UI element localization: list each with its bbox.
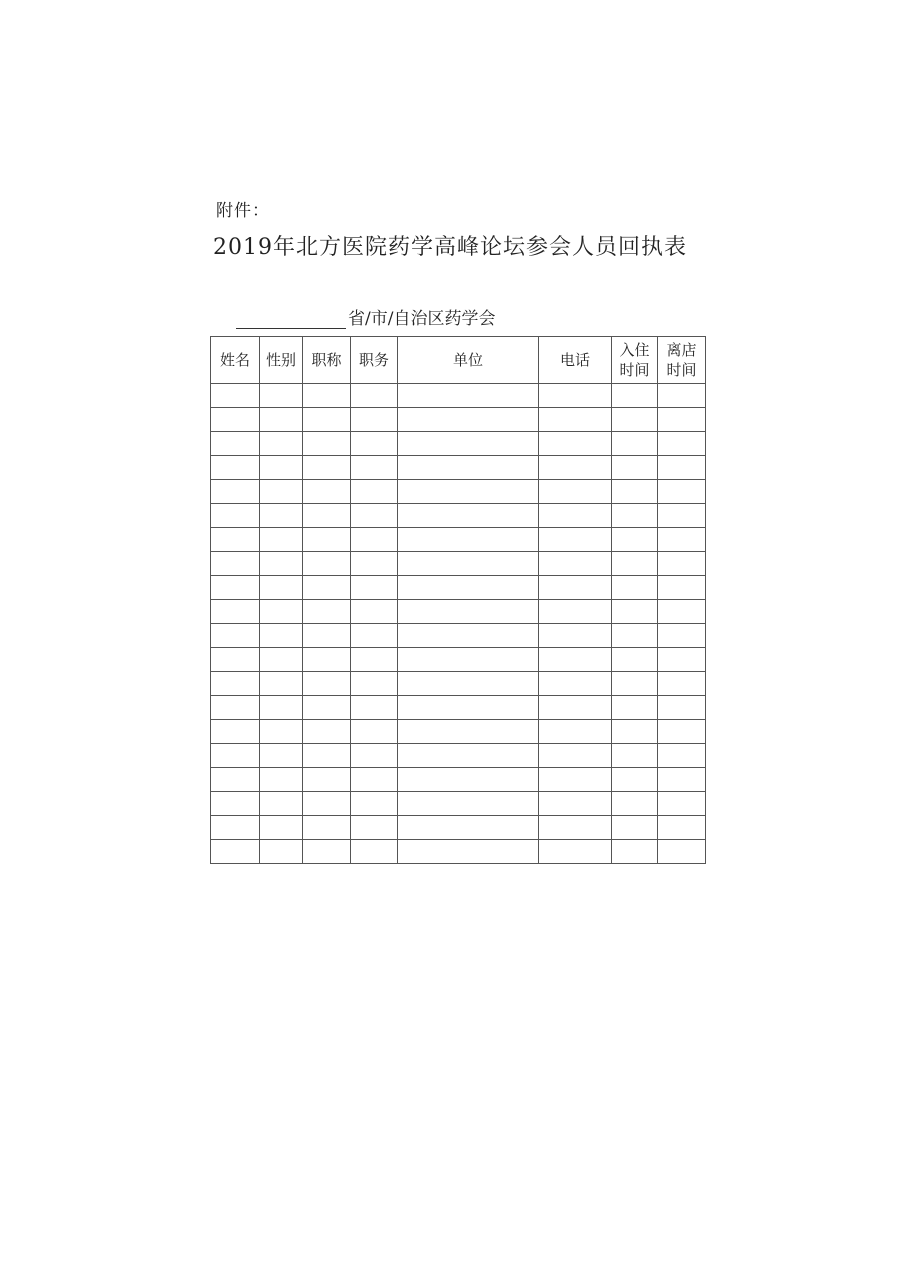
cell-gender[interactable] — [260, 552, 303, 576]
cell-unit[interactable] — [398, 480, 539, 504]
cell-title[interactable] — [303, 528, 351, 552]
cell-gender[interactable] — [260, 624, 303, 648]
cell-checkin[interactable] — [612, 696, 658, 720]
cell-gender[interactable] — [260, 816, 303, 840]
cell-phone[interactable] — [539, 768, 612, 792]
cell-gender[interactable] — [260, 504, 303, 528]
cell-phone[interactable] — [539, 408, 612, 432]
table-row — [211, 792, 706, 816]
cell-phone[interactable] — [539, 744, 612, 768]
cell-checkin[interactable] — [612, 384, 658, 408]
table-row — [211, 480, 706, 504]
cell-checkin[interactable] — [612, 408, 658, 432]
cell-checkout[interactable] — [658, 408, 706, 432]
cell-checkout[interactable] — [658, 624, 706, 648]
cell-checkin[interactable] — [612, 528, 658, 552]
cell-phone[interactable] — [539, 600, 612, 624]
registration-table — [210, 336, 706, 864]
cell-unit[interactable] — [398, 576, 539, 600]
cell-phone[interactable] — [539, 720, 612, 744]
cell-unit[interactable] — [398, 672, 539, 696]
cell-checkin[interactable] — [612, 792, 658, 816]
society-suffix: 省/市/自治区药学会 — [348, 309, 496, 329]
cell-unit[interactable] — [398, 744, 539, 768]
cell-unit[interactable] — [398, 696, 539, 720]
cell-gender[interactable] — [260, 408, 303, 432]
col-header-checkin: 入住 时间 — [612, 337, 658, 384]
cell-title[interactable] — [303, 696, 351, 720]
table-row — [211, 504, 706, 528]
cell-checkout[interactable] — [658, 672, 706, 696]
cell-name[interactable] — [211, 408, 260, 432]
cell-title[interactable] — [303, 432, 351, 456]
cell-checkin[interactable] — [612, 744, 658, 768]
cell-position[interactable] — [351, 648, 398, 672]
cell-checkin[interactable] — [612, 648, 658, 672]
table-row — [211, 552, 706, 576]
cell-phone[interactable] — [539, 672, 612, 696]
cell-unit[interactable] — [398, 552, 539, 576]
cell-phone[interactable] — [539, 504, 612, 528]
cell-title[interactable] — [303, 384, 351, 408]
col-header-position: 职务 — [351, 337, 398, 384]
cell-checkin[interactable] — [612, 600, 658, 624]
cell-unit[interactable] — [398, 432, 539, 456]
cell-name[interactable] — [211, 816, 260, 840]
cell-gender[interactable] — [260, 600, 303, 624]
cell-gender[interactable] — [260, 672, 303, 696]
cell-title[interactable] — [303, 720, 351, 744]
cell-checkout[interactable] — [658, 792, 706, 816]
cell-position[interactable] — [351, 792, 398, 816]
cell-checkin[interactable] — [612, 504, 658, 528]
cell-title[interactable] — [303, 672, 351, 696]
col-header-phone: 电话 — [539, 337, 612, 384]
cell-unit[interactable] — [398, 768, 539, 792]
cell-checkout[interactable] — [658, 480, 706, 504]
col-header-title: 职称 — [303, 337, 351, 384]
cell-checkin[interactable] — [612, 552, 658, 576]
cell-position[interactable] — [351, 456, 398, 480]
cell-checkout[interactable] — [658, 456, 706, 480]
cell-unit[interactable] — [398, 456, 539, 480]
table-row — [211, 408, 706, 432]
cell-gender[interactable] — [260, 432, 303, 456]
cell-unit[interactable] — [398, 720, 539, 744]
cell-title[interactable] — [303, 504, 351, 528]
table-row — [211, 600, 706, 624]
cell-checkin[interactable] — [612, 576, 658, 600]
cell-position[interactable] — [351, 816, 398, 840]
cell-gender[interactable] — [260, 744, 303, 768]
cell-phone[interactable] — [539, 432, 612, 456]
cell-title[interactable] — [303, 768, 351, 792]
cell-name[interactable] — [211, 432, 260, 456]
cell-title[interactable] — [303, 624, 351, 648]
cell-position[interactable] — [351, 672, 398, 696]
table-row — [211, 648, 706, 672]
cell-position[interactable] — [351, 576, 398, 600]
cell-gender[interactable] — [260, 528, 303, 552]
cell-title[interactable] — [303, 480, 351, 504]
cell-checkout[interactable] — [658, 576, 706, 600]
cell-phone[interactable] — [539, 624, 612, 648]
table-row — [211, 576, 706, 600]
table-header-row — [211, 337, 706, 384]
cell-phone[interactable] — [539, 840, 612, 864]
cell-position[interactable] — [351, 720, 398, 744]
cell-checkin[interactable] — [612, 624, 658, 648]
cell-position[interactable] — [351, 600, 398, 624]
cell-unit[interactable] — [398, 408, 539, 432]
cell-checkout[interactable] — [658, 720, 706, 744]
cell-gender[interactable] — [260, 792, 303, 816]
cell-phone[interactable] — [539, 384, 612, 408]
cell-phone[interactable] — [539, 696, 612, 720]
table-row — [211, 672, 706, 696]
society-line — [236, 304, 495, 329]
cell-checkin[interactable] — [612, 480, 658, 504]
cell-checkin[interactable] — [612, 672, 658, 696]
table-body — [211, 384, 706, 864]
col-header-checkout: 离店 时间 — [658, 337, 706, 384]
cell-unit[interactable] — [398, 816, 539, 840]
table-row — [211, 840, 706, 864]
cell-checkout[interactable] — [658, 840, 706, 864]
cell-checkin[interactable] — [612, 816, 658, 840]
cell-name[interactable] — [211, 720, 260, 744]
cell-name[interactable] — [211, 792, 260, 816]
cell-checkout[interactable] — [658, 528, 706, 552]
cell-name[interactable] — [211, 576, 260, 600]
cell-checkin[interactable] — [612, 768, 658, 792]
table-row — [211, 768, 706, 792]
cell-phone[interactable] — [539, 816, 612, 840]
cell-name[interactable] — [211, 744, 260, 768]
cell-unit[interactable] — [398, 648, 539, 672]
cell-checkin[interactable] — [612, 432, 658, 456]
cell-position[interactable] — [351, 624, 398, 648]
cell-name[interactable] — [211, 696, 260, 720]
cell-title[interactable] — [303, 600, 351, 624]
cell-name[interactable] — [211, 528, 260, 552]
cell-position[interactable] — [351, 840, 398, 864]
cell-phone[interactable] — [539, 480, 612, 504]
cell-name[interactable] — [211, 600, 260, 624]
cell-gender[interactable] — [260, 840, 303, 864]
cell-title[interactable] — [303, 408, 351, 432]
cell-gender[interactable] — [260, 768, 303, 792]
table-row — [211, 744, 706, 768]
cell-name[interactable] — [211, 624, 260, 648]
col-header-unit: 单位 — [398, 337, 539, 384]
cell-position[interactable] — [351, 384, 398, 408]
cell-position[interactable] — [351, 696, 398, 720]
cell-name[interactable] — [211, 480, 260, 504]
cell-name[interactable] — [211, 648, 260, 672]
table-row — [211, 720, 706, 744]
cell-position[interactable] — [351, 744, 398, 768]
cell-position[interactable] — [351, 432, 398, 456]
cell-phone[interactable] — [539, 648, 612, 672]
cell-title[interactable] — [303, 576, 351, 600]
cell-title[interactable] — [303, 552, 351, 576]
table-row — [211, 528, 706, 552]
cell-title[interactable] — [303, 816, 351, 840]
cell-gender[interactable] — [260, 384, 303, 408]
cell-position[interactable] — [351, 768, 398, 792]
cell-name[interactable] — [211, 456, 260, 480]
cell-phone[interactable] — [539, 792, 612, 816]
cell-checkin[interactable] — [612, 840, 658, 864]
cell-unit[interactable] — [398, 792, 539, 816]
attachment-label: 附件： — [216, 201, 270, 221]
cell-checkin[interactable] — [612, 456, 658, 480]
table-row — [211, 696, 706, 720]
cell-title[interactable] — [303, 744, 351, 768]
cell-name[interactable] — [211, 552, 260, 576]
cell-unit[interactable] — [398, 840, 539, 864]
col-header-gender: 性别 — [260, 337, 303, 384]
cell-title[interactable] — [303, 840, 351, 864]
cell-checkout[interactable] — [658, 552, 706, 576]
cell-unit[interactable] — [398, 528, 539, 552]
cell-checkout[interactable] — [658, 384, 706, 408]
cell-position[interactable] — [351, 504, 398, 528]
table-row — [211, 624, 706, 648]
cell-checkout[interactable] — [658, 816, 706, 840]
cell-title[interactable] — [303, 456, 351, 480]
table-row — [211, 456, 706, 480]
cell-name[interactable] — [211, 504, 260, 528]
cell-checkout[interactable] — [658, 648, 706, 672]
cell-unit[interactable] — [398, 384, 539, 408]
cell-checkout[interactable] — [658, 432, 706, 456]
cell-gender[interactable] — [260, 648, 303, 672]
cell-position[interactable] — [351, 480, 398, 504]
cell-position[interactable] — [351, 408, 398, 432]
cell-phone[interactable] — [539, 576, 612, 600]
cell-checkout[interactable] — [658, 768, 706, 792]
table-row — [211, 816, 706, 840]
table-row — [211, 384, 706, 408]
cell-title[interactable] — [303, 648, 351, 672]
cell-position[interactable] — [351, 528, 398, 552]
cell-gender[interactable] — [260, 576, 303, 600]
cell-checkin[interactable] — [612, 720, 658, 744]
cell-unit[interactable] — [398, 624, 539, 648]
cell-gender[interactable] — [260, 696, 303, 720]
cell-checkout[interactable] — [658, 696, 706, 720]
cell-name[interactable] — [211, 384, 260, 408]
cell-phone[interactable] — [539, 456, 612, 480]
cell-unit[interactable] — [398, 600, 539, 624]
table-row — [211, 432, 706, 456]
cell-position[interactable] — [351, 552, 398, 576]
cell-checkout[interactable] — [658, 744, 706, 768]
cell-checkout[interactable] — [658, 504, 706, 528]
cell-phone[interactable] — [539, 528, 612, 552]
province-blank-field[interactable] — [236, 308, 346, 329]
cell-gender[interactable] — [260, 456, 303, 480]
cell-gender[interactable] — [260, 480, 303, 504]
col-header-name: 姓名 — [211, 337, 260, 384]
cell-name[interactable] — [211, 840, 260, 864]
cell-title[interactable] — [303, 792, 351, 816]
cell-phone[interactable] — [539, 552, 612, 576]
cell-unit[interactable] — [398, 504, 539, 528]
cell-name[interactable] — [211, 768, 260, 792]
cell-name[interactable] — [211, 672, 260, 696]
cell-gender[interactable] — [260, 720, 303, 744]
cell-checkout[interactable] — [658, 600, 706, 624]
document-title: 2019年北方医院药学高峰论坛参会人员回执表 — [213, 235, 687, 260]
